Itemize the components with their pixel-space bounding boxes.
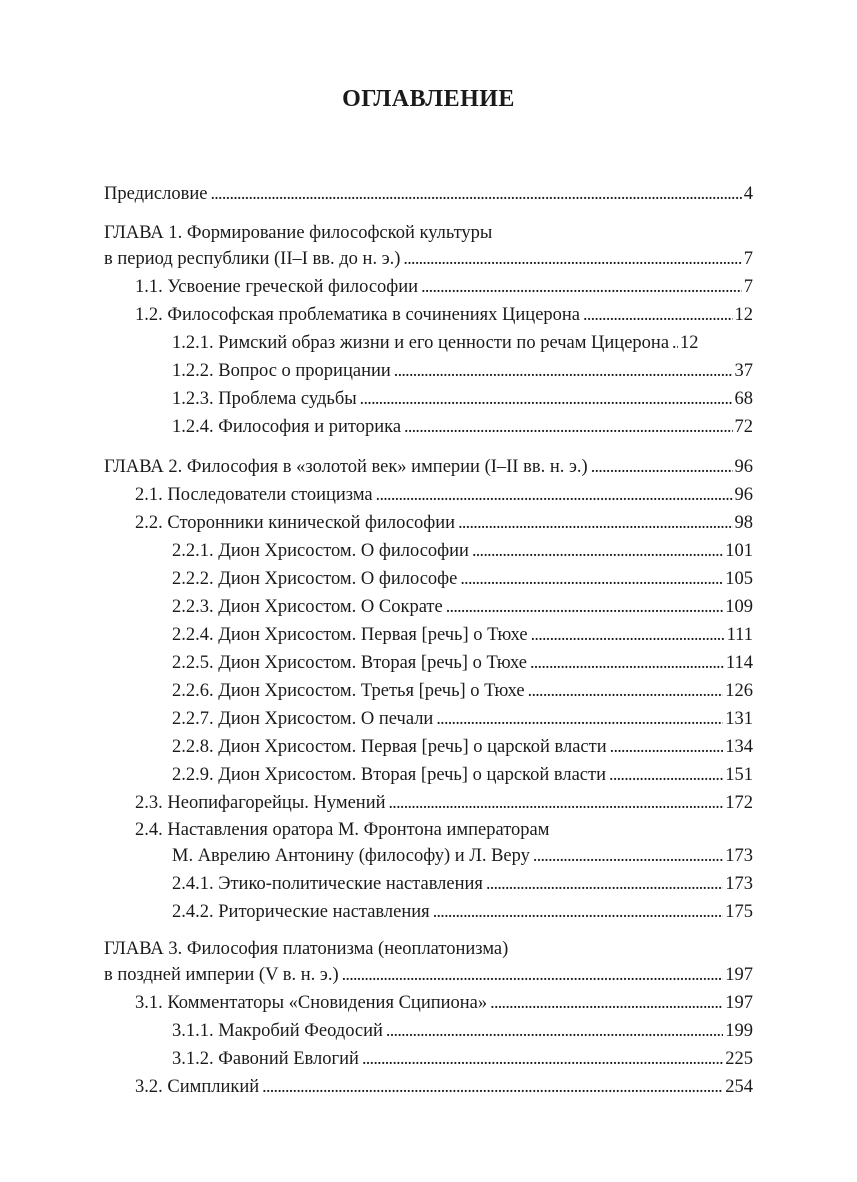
toc-entry bbox=[172, 1046, 753, 1070]
toc-entry-title: 2.2.7. Дион Хрисостом. О печали bbox=[172, 709, 434, 729]
toc-entry-page: 173 bbox=[725, 874, 753, 894]
toc-entry-title: 2.2.8. Дион Хрисостом. Первая [речь] о царской власти bbox=[172, 737, 607, 757]
dot-leader bbox=[530, 650, 724, 675]
toc-entry bbox=[172, 734, 753, 758]
toc-entry-title: 2.2.6. Дион Хрисостом. Третья [речь] о Тюхе bbox=[172, 681, 525, 701]
toc-entry-title: 3.2. Симпликий bbox=[135, 1077, 260, 1097]
toc-entry-title: 2.2.1. Дион Хрисостом. О философии bbox=[172, 541, 469, 561]
toc-entry-page: 134 bbox=[725, 737, 753, 757]
toc-entry bbox=[172, 678, 753, 702]
dot-leader bbox=[446, 594, 724, 619]
toc-entry bbox=[104, 962, 753, 986]
toc-entry-page: 126 bbox=[725, 681, 753, 701]
dot-leader bbox=[403, 246, 741, 271]
toc-entry-page: 96 bbox=[734, 457, 753, 477]
toc-entry bbox=[104, 181, 753, 205]
dot-leader bbox=[610, 734, 724, 759]
dot-leader bbox=[342, 962, 724, 987]
toc-entry-title: 2.2.5. Дион Хрисостом. Вторая [речь] о Тюхе bbox=[172, 653, 527, 673]
dot-leader bbox=[404, 414, 732, 439]
toc-entry-title: 2.3. Неопифагорейцы. Нумений bbox=[135, 793, 386, 813]
toc-entry-page: 197 bbox=[725, 993, 753, 1013]
toc-entry bbox=[172, 386, 753, 410]
toc-entry-page: 197 bbox=[725, 965, 753, 985]
toc-entry-title: 2.4.1. Этико-политические наставления bbox=[172, 874, 483, 894]
toc-entry bbox=[172, 330, 753, 354]
toc-entry-page: 68 bbox=[734, 389, 753, 409]
toc-entry-page: 4 bbox=[743, 184, 753, 204]
toc-entry-page: 7 bbox=[743, 277, 753, 297]
toc-entry-title: ГЛАВА 2. Философия в «золотой век» империи (I–II вв. н. э.) bbox=[104, 457, 588, 477]
toc-entry-title: в поздней империи (V в. н. э.) bbox=[104, 965, 339, 985]
toc-entry-title: 2.4.2. Риторические наставления bbox=[172, 902, 430, 922]
dot-leader bbox=[394, 358, 733, 383]
toc-entry-title: 3.1.2. Фавоний Евлогий bbox=[172, 1049, 359, 1069]
toc-entry-page: 37 bbox=[734, 361, 753, 381]
toc-entry bbox=[104, 454, 753, 478]
toc-entry bbox=[135, 302, 753, 326]
dot-leader bbox=[490, 990, 723, 1015]
toc-entry bbox=[172, 899, 753, 923]
toc-entry-page: 225 bbox=[725, 1049, 753, 1069]
dot-leader bbox=[362, 1046, 723, 1071]
toc-entry-page: 173 bbox=[725, 846, 753, 866]
toc-entry-title: 2.2.3. Дион Хрисостом. О Сократе bbox=[172, 597, 443, 617]
dot-leader bbox=[672, 330, 678, 355]
toc-entry-title: 1.2.2. Вопрос о прорицании bbox=[172, 361, 391, 381]
dot-leader bbox=[472, 538, 723, 563]
toc-entry bbox=[172, 358, 753, 382]
toc-entry bbox=[135, 790, 753, 814]
toc-entry bbox=[172, 594, 753, 618]
dot-leader bbox=[486, 871, 723, 896]
toc-entry bbox=[172, 538, 753, 562]
toc-entry-page: 175 bbox=[725, 902, 753, 922]
toc-entry-title-line1: ГЛАВА 1. Формирование философской культуры bbox=[104, 223, 493, 243]
toc-entry bbox=[172, 1018, 753, 1042]
page-title: ОГЛАВЛЕНИЕ bbox=[342, 86, 515, 112]
toc-entry bbox=[135, 1074, 753, 1098]
dot-leader bbox=[458, 510, 732, 535]
toc-entry-page: 72 bbox=[734, 417, 753, 437]
dot-leader bbox=[591, 454, 733, 479]
dot-leader bbox=[609, 762, 723, 787]
toc-entry-page: 254 bbox=[725, 1077, 753, 1097]
dot-leader bbox=[436, 706, 723, 731]
toc-entry bbox=[135, 990, 753, 1014]
dot-leader bbox=[210, 181, 741, 206]
toc-entry-page: 7 bbox=[743, 249, 753, 269]
toc-entry-page: 172 bbox=[725, 793, 753, 813]
toc-entry-title: 3.1.1. Макробий Феодосий bbox=[172, 1021, 383, 1041]
toc-entry bbox=[172, 650, 753, 674]
toc-entry-page: 105 bbox=[725, 569, 753, 589]
toc-entry-page: 101 bbox=[725, 541, 753, 561]
dot-leader bbox=[531, 622, 725, 647]
toc-entry-title: в период республики (II–I вв. до н. э.) bbox=[104, 249, 401, 269]
toc-entry-title-line1: 2.4. Наставления оратора М. Фронтона императорам bbox=[135, 820, 550, 840]
dot-leader bbox=[533, 843, 723, 868]
toc-entry-title: 1.2.3. Проблема судьбы bbox=[172, 389, 357, 409]
dot-leader bbox=[433, 899, 724, 924]
toc-entry-page: 111 bbox=[726, 625, 753, 645]
toc-entry-title: 1.1. Усвоение греческой философии bbox=[135, 277, 419, 297]
dot-leader bbox=[421, 274, 742, 299]
toc-entry-title: 2.2.9. Дион Хрисостом. Вторая [речь] о царской власти bbox=[172, 765, 607, 785]
dot-leader bbox=[389, 790, 724, 815]
dot-leader bbox=[376, 482, 733, 507]
toc-entry-page: 12 bbox=[734, 305, 753, 325]
toc-entry-title: 3.1. Комментаторы «Сновидения Сципиона» bbox=[135, 993, 488, 1013]
dot-leader bbox=[386, 1018, 723, 1043]
toc-entry-page: 114 bbox=[725, 653, 753, 673]
toc-entry bbox=[104, 246, 753, 270]
toc-entry bbox=[172, 762, 753, 786]
toc-entry bbox=[172, 622, 753, 646]
toc-entry-title: Предисловие bbox=[104, 184, 208, 204]
dot-leader bbox=[583, 302, 732, 327]
toc-entry bbox=[135, 482, 753, 506]
toc-entry bbox=[172, 871, 753, 895]
dot-leader bbox=[262, 1074, 723, 1099]
toc-entry bbox=[172, 843, 753, 867]
toc-entry-page: 131 bbox=[725, 709, 753, 729]
dot-leader bbox=[528, 678, 724, 703]
toc-entry-page: 151 bbox=[725, 765, 753, 785]
toc-entry-title: 2.2. Сторонники кинической философии bbox=[135, 513, 456, 533]
toc-entry-page: 199 bbox=[725, 1021, 753, 1041]
toc-entry-page: 98 bbox=[734, 513, 753, 533]
toc-entry-title: 2.2.4. Дион Хрисостом. Первая [речь] о Тюхе bbox=[172, 625, 528, 645]
toc-entry-page: 109 bbox=[725, 597, 753, 617]
dot-leader bbox=[360, 386, 733, 411]
toc-entry-page: 12 bbox=[680, 333, 699, 353]
dot-leader bbox=[460, 566, 723, 591]
toc-entry bbox=[172, 706, 753, 730]
toc-entry bbox=[172, 566, 753, 590]
toc-entry-title: 2.1. Последователи стоицизма bbox=[135, 485, 373, 505]
toc-entry-title: 2.2.2. Дион Хрисостом. О философе bbox=[172, 569, 458, 589]
toc-entry-title-line1: ГЛАВА 3. Философия платонизма (неоплатонизма) bbox=[104, 939, 509, 959]
toc-entry bbox=[135, 510, 753, 534]
toc-entry bbox=[172, 414, 753, 438]
toc-entry-title: 1.2.4. Философия и риторика bbox=[172, 417, 402, 437]
toc-entry-title: М. Аврелию Антонину (философу) и Л. Веру bbox=[172, 846, 530, 866]
toc-entry-title: 1.2.1. Римский образ жизни и его ценности по речам Цицерона bbox=[172, 333, 670, 353]
toc-entry bbox=[135, 274, 753, 298]
toc-entry-title: 1.2. Философская проблематика в сочинениях Цицерона bbox=[135, 305, 581, 325]
toc-entry-page: 96 bbox=[734, 485, 753, 505]
